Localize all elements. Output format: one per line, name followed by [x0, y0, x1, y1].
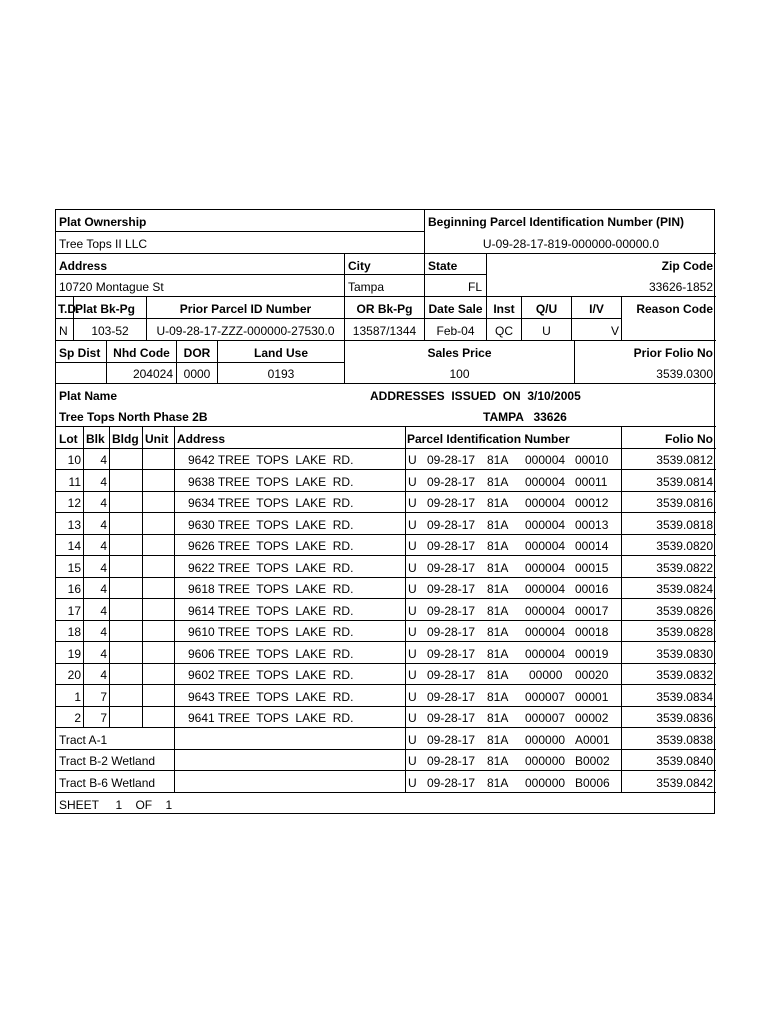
plat-bk-pg-label: Plat Bk-Pg — [75, 302, 136, 316]
qu-value: U — [542, 324, 551, 338]
grid-line — [56, 491, 716, 492]
pin-section: 09-28-17 — [427, 754, 476, 768]
address-value: 10720 Montague St — [59, 280, 164, 294]
grid-line — [56, 706, 716, 707]
qu-label: Q/U — [535, 302, 558, 316]
pin-block: 000004 — [525, 453, 566, 467]
pin-u: U — [408, 539, 417, 553]
reason-code-label: Reason Code — [636, 302, 713, 316]
pin-section: 09-28-17 — [427, 668, 476, 682]
iv-label: I/V — [589, 302, 604, 316]
blk-cell: 7 — [100, 690, 107, 704]
tract-name: Tract B-2 Wetland — [59, 754, 156, 768]
folio-cell: 3539.0824 — [656, 582, 713, 596]
grid-line — [56, 340, 716, 341]
date-sale-label: Date Sale — [428, 302, 483, 316]
pin-lot: 00015 — [575, 561, 609, 575]
address-cell: 9618 TREE TOPS LAKE RD. — [188, 582, 354, 596]
pin-block: 000004 — [525, 539, 566, 553]
grid-line — [56, 792, 716, 793]
pin-lot: 00013 — [575, 518, 609, 532]
address-cell: 9643 TREE TOPS LAKE RD. — [188, 690, 354, 704]
pin-u: U — [408, 496, 417, 510]
pin-subdivision: 81A — [487, 625, 509, 639]
blk-cell: 4 — [100, 582, 107, 596]
pin-value: U-09-28-17-819-000000-00000.0 — [482, 237, 660, 251]
pin-subdivision: 81A — [487, 582, 509, 596]
grid-line — [56, 770, 716, 771]
folio-cell: 3539.0820 — [656, 539, 713, 553]
tract-name: Tract A-1 — [59, 733, 108, 747]
pin-block: 000004 — [525, 518, 566, 532]
lot-cell: 17 — [67, 604, 81, 618]
prior-folio-label: Prior Folio No — [633, 346, 713, 360]
grid-line — [109, 426, 110, 727]
inst-label: Inst — [493, 302, 515, 316]
grid-line — [56, 577, 716, 578]
pin-section: 09-28-17 — [427, 776, 476, 790]
folio-cell: 3539.0826 — [656, 604, 713, 618]
address-cell: 9638 TREE TOPS LAKE RD. — [188, 475, 354, 489]
blk-cell: 4 — [100, 475, 107, 489]
pin-section: 09-28-17 — [427, 647, 476, 661]
pin-block: 00000 — [529, 668, 563, 682]
pin-u: U — [408, 561, 417, 575]
address-cell: 9642 TREE TOPS LAKE RD. — [188, 453, 354, 467]
pin-lot: 00011 — [575, 475, 608, 489]
pin-u: U — [408, 453, 417, 467]
grid-line — [56, 448, 716, 449]
pin-lot: A0001 — [575, 733, 610, 747]
grid-line — [424, 210, 425, 340]
sp-dist-label: Sp Dist — [59, 346, 101, 360]
lot-cell: 14 — [67, 539, 81, 553]
blk-header: Blk — [86, 432, 105, 446]
plat-bk-pg-value: 103-52 — [91, 324, 129, 338]
pin-u: U — [408, 625, 417, 639]
lot-cell: 2 — [74, 711, 81, 725]
pin-lot: B0006 — [575, 776, 610, 790]
lot-cell: 1 — [74, 690, 81, 704]
pin-block: 000000 — [525, 776, 566, 790]
folio-cell: 3539.0842 — [656, 776, 713, 790]
address-cell: 9606 TREE TOPS LAKE RD. — [188, 647, 354, 661]
blk-cell: 4 — [100, 668, 107, 682]
iv-value: V — [610, 324, 619, 338]
pin-section: 09-28-17 — [427, 711, 476, 725]
grid-line — [56, 684, 716, 685]
grid-line — [56, 426, 716, 427]
sales-price-value: 100 — [449, 367, 470, 381]
date-sale-value: Feb-04 — [436, 324, 475, 338]
pin-lot: 00019 — [575, 647, 609, 661]
grid-line — [574, 340, 575, 383]
pin-lot: 00014 — [575, 539, 609, 553]
pin-u: U — [408, 776, 417, 790]
pin-subdivision: 81A — [487, 690, 509, 704]
city-value: Tampa — [348, 280, 385, 294]
lot-cell: 11 — [68, 475, 81, 489]
pin-subdivision: 81A — [487, 733, 509, 747]
folio-cell: 3539.0836 — [656, 711, 713, 725]
blk-cell: 4 — [100, 518, 107, 532]
pin-section: 09-28-17 — [427, 604, 476, 618]
pin-section: 09-28-17 — [427, 453, 476, 467]
pin-section: 09-28-17 — [427, 539, 476, 553]
or-bk-pg-label: OR Bk-Pg — [356, 302, 413, 316]
pin-lot: B0002 — [575, 754, 610, 768]
pin-subdivision: 81A — [487, 561, 509, 575]
address-label: Address — [59, 259, 108, 273]
pin-label: Beginning Parcel Identification Number (PIN) — [428, 215, 685, 229]
plat-ownership-label: Plat Ownership — [59, 215, 147, 229]
grid-line — [424, 274, 486, 275]
zip-value: 33626-1852 — [648, 280, 713, 294]
blk-cell: 4 — [100, 647, 107, 661]
grid-line — [56, 296, 716, 297]
state-label: State — [428, 259, 458, 273]
pin-section: 09-28-17 — [427, 518, 476, 532]
nhd-code-value: 204024 — [132, 367, 173, 381]
pin-lot: 00016 — [575, 582, 609, 596]
pin-section: 09-28-17 — [427, 733, 476, 747]
bldg-header: Bldg — [112, 432, 139, 446]
address-cell: 9634 TREE TOPS LAKE RD. — [188, 496, 354, 510]
folio-cell: 3539.0814 — [656, 475, 713, 489]
grid-line — [56, 274, 424, 275]
folio-cell: 3539.0818 — [656, 518, 713, 532]
folio-cell: 3539.0816 — [656, 496, 713, 510]
prior-parcel-value: U-09-28-17-ZZZ-000000-27530.0 — [156, 324, 335, 338]
pin-header: Parcel Identification Number — [407, 432, 570, 446]
blk-cell: 4 — [100, 496, 107, 510]
folio-cell: 3539.0840 — [656, 754, 713, 768]
blk-cell: 4 — [100, 625, 107, 639]
pin-u: U — [408, 690, 417, 704]
grid-line — [174, 426, 175, 792]
pin-section: 09-28-17 — [427, 690, 476, 704]
inst-value: QC — [495, 324, 513, 338]
pin-block: 000004 — [525, 582, 566, 596]
grid-line — [56, 512, 716, 513]
folio-cell: 3539.0830 — [656, 647, 713, 661]
grid-line — [56, 534, 716, 535]
pin-lot: 00018 — [575, 625, 609, 639]
lot-cell: 16 — [67, 582, 81, 596]
tract-name: Tract B-6 Wetland — [59, 776, 156, 790]
pin-block: 000007 — [525, 711, 566, 725]
grid-line — [344, 253, 345, 296]
grid-line — [56, 231, 424, 232]
zip-label: Zip Code — [661, 259, 713, 273]
pin-block: 000007 — [525, 690, 566, 704]
folio-cell: 3539.0828 — [656, 625, 713, 639]
grid-line — [56, 383, 716, 384]
grid-line — [56, 318, 621, 319]
grid-line — [56, 663, 716, 664]
address-cell: 9622 TREE TOPS LAKE RD. — [188, 561, 354, 575]
grid-line — [486, 253, 487, 296]
blk-cell: 4 — [100, 561, 107, 575]
address-cell: 9630 TREE TOPS LAKE RD. — [188, 518, 354, 532]
pin-subdivision: 81A — [487, 518, 509, 532]
pin-block: 000004 — [525, 475, 566, 489]
pin-section: 09-28-17 — [427, 582, 476, 596]
folio-cell: 3539.0832 — [656, 668, 713, 682]
pin-u: U — [408, 604, 417, 618]
lot-cell: 10 — [67, 453, 81, 467]
td-label: T.D. — [58, 302, 80, 316]
pin-subdivision: 81A — [487, 711, 509, 725]
folio-cell: 3539.0838 — [656, 733, 713, 747]
folio-cell: 3539.0812 — [656, 453, 713, 467]
lot-cell: 19 — [67, 647, 81, 661]
dor-value: 0000 — [183, 367, 211, 381]
plat-city-zip: TAMPA 33626 — [483, 410, 567, 424]
plat-name-label: Plat Name — [59, 389, 118, 403]
address-cell: 9641 TREE TOPS LAKE RD. — [188, 711, 354, 725]
pin-u: U — [408, 518, 417, 532]
grid-line — [56, 641, 716, 642]
pin-block: 000000 — [525, 733, 566, 747]
grid-line — [56, 598, 716, 599]
address-cell: 9626 TREE TOPS LAKE RD. — [188, 539, 354, 553]
folio-header: Folio No — [665, 432, 713, 446]
pin-subdivision: 81A — [487, 475, 509, 489]
pin-section: 09-28-17 — [427, 625, 476, 639]
address-cell: 9610 TREE TOPS LAKE RD. — [188, 625, 354, 639]
pin-section: 09-28-17 — [427, 496, 476, 510]
pin-block: 000004 — [525, 561, 566, 575]
or-bk-pg-value: 13587/1344 — [352, 324, 417, 338]
grid-line — [621, 426, 622, 792]
pin-u: U — [408, 668, 417, 682]
grid-line — [56, 620, 716, 621]
lot-cell: 13 — [67, 518, 81, 532]
grid-line — [56, 253, 716, 254]
plat-ownership-value: Tree Tops II LLC — [59, 237, 148, 251]
land-use-label: Land Use — [253, 346, 308, 360]
folio-cell: 3539.0834 — [656, 690, 713, 704]
pin-lot: 00002 — [575, 711, 609, 725]
pin-subdivision: 81A — [487, 668, 509, 682]
blk-cell: 4 — [100, 453, 107, 467]
pin-subdivision: 81A — [487, 604, 509, 618]
pin-lot: 00001 — [575, 690, 609, 704]
grid-line — [56, 727, 716, 728]
grid-line — [56, 362, 344, 363]
pin-section: 09-28-17 — [427, 475, 476, 489]
pin-u: U — [408, 754, 417, 768]
blk-cell: 7 — [100, 711, 107, 725]
td-value: N — [59, 324, 68, 338]
grid-line — [56, 749, 716, 750]
plat-name-value: Tree Tops North Phase 2B — [59, 410, 208, 424]
unit-header: Unit — [145, 432, 169, 446]
address-cell: 9614 TREE TOPS LAKE RD. — [188, 604, 354, 618]
grid-line — [56, 469, 716, 470]
address-cell: 9602 TREE TOPS LAKE RD. — [188, 668, 354, 682]
pin-lot: 00012 — [575, 496, 609, 510]
prior-parcel-label: Prior Parcel ID Number — [179, 302, 312, 316]
pin-lot: 00010 — [575, 453, 609, 467]
address-header: Address — [177, 432, 226, 446]
pin-block: 000000 — [525, 754, 566, 768]
folio-cell: 3539.0822 — [656, 561, 713, 575]
addresses-issued: ADDRESSES ISSUED ON 3/10/2005 — [370, 389, 581, 403]
blk-cell: 4 — [100, 604, 107, 618]
lot-header: Lot — [59, 432, 78, 446]
pin-subdivision: 81A — [487, 776, 509, 790]
pin-u: U — [408, 582, 417, 596]
city-label: City — [348, 259, 371, 273]
grid-line — [142, 426, 143, 727]
lot-cell: 20 — [67, 668, 81, 682]
pin-section: 09-28-17 — [427, 561, 476, 575]
pin-subdivision: 81A — [487, 453, 509, 467]
prior-folio-value: 3539.0300 — [656, 367, 713, 381]
pin-u: U — [408, 475, 417, 489]
pin-u: U — [408, 733, 417, 747]
pin-subdivision: 81A — [487, 754, 509, 768]
pin-lot: 00020 — [575, 668, 609, 682]
grid-line — [405, 426, 406, 792]
pin-subdivision: 81A — [487, 539, 509, 553]
pin-block: 000004 — [525, 604, 566, 618]
blk-cell: 4 — [100, 539, 107, 553]
pin-block: 000004 — [525, 647, 566, 661]
land-use-value: 0193 — [267, 367, 295, 381]
pin-subdivision: 81A — [487, 496, 509, 510]
nhd-code-label: Nhd Code — [113, 346, 170, 360]
dor-label: DOR — [183, 346, 211, 360]
pin-u: U — [408, 647, 417, 661]
pin-lot: 00017 — [575, 604, 609, 618]
lot-cell: 12 — [67, 496, 81, 510]
pin-block: 000004 — [525, 496, 566, 510]
pin-subdivision: 81A — [487, 647, 509, 661]
plat-record-form — [55, 209, 715, 814]
sheet-number: SHEET 1 OF 1 — [59, 798, 173, 812]
pin-block: 000004 — [525, 625, 566, 639]
sales-price-label: Sales Price — [427, 346, 492, 360]
pin-u: U — [408, 711, 417, 725]
lot-cell: 15 — [67, 561, 81, 575]
state-value: FL — [467, 280, 482, 294]
lot-cell: 18 — [67, 625, 81, 639]
grid-line — [56, 555, 716, 556]
